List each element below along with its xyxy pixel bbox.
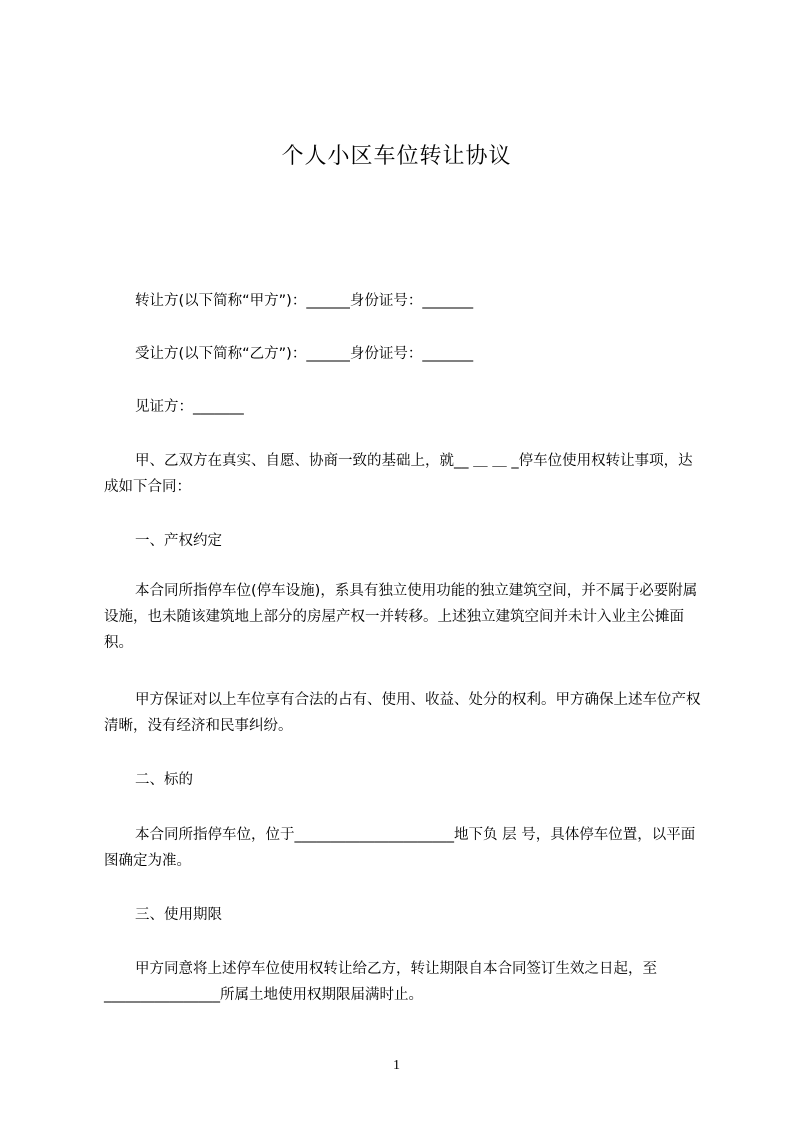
section2-heading: 二、标的 [135,772,193,788]
section3-heading: 三、使用期限 [135,907,222,923]
section3-paragraph: 甲方同意将上述停车位使用权转让给乙方，转让期限自本合同签订生效之日起，至________________所属土地使用权期限届满时止。 [104,961,657,1003]
section1-paragraph-1: 本合同所指停车位(停车设施)，系具有独立使用功能的独立建筑空间，并不属于必要附属设施，也未随该建筑地上部分的房屋产权一并转移。上述独立建筑空间并未计入业主公摊面积。 [104,583,698,651]
page-number: 1 [393,1058,400,1073]
document-title: 个人小区车位转让协议 [281,144,512,169]
section1-paragraph-2: 甲方保证对以上车位享有合法的占有、使用、收益、处分的权利。甲方确保上述车位产权清晰，没有经济和民事纠纷。 [104,692,701,734]
section2-paragraph: 本合同所指停车位，位于______________________地下负 层 号，具体停车位置，以平面图确定为准。 [104,827,696,869]
section1-heading: 一、产权约定 [135,533,222,549]
transferor-line: 转让方(以下简称“甲方”)：______身份证号：_______ [135,293,474,309]
intro-paragraph: 甲、乙双方在真实、自愿、协商一致的基础上，就__ ＿ ＿ _停车位使用权转让事项，达成如下合同： [104,453,693,495]
transferee-line: 受让方(以下简称“乙方”)：______身份证号：_______ [135,346,474,362]
witness-line: 见证方：_______ [135,399,244,415]
